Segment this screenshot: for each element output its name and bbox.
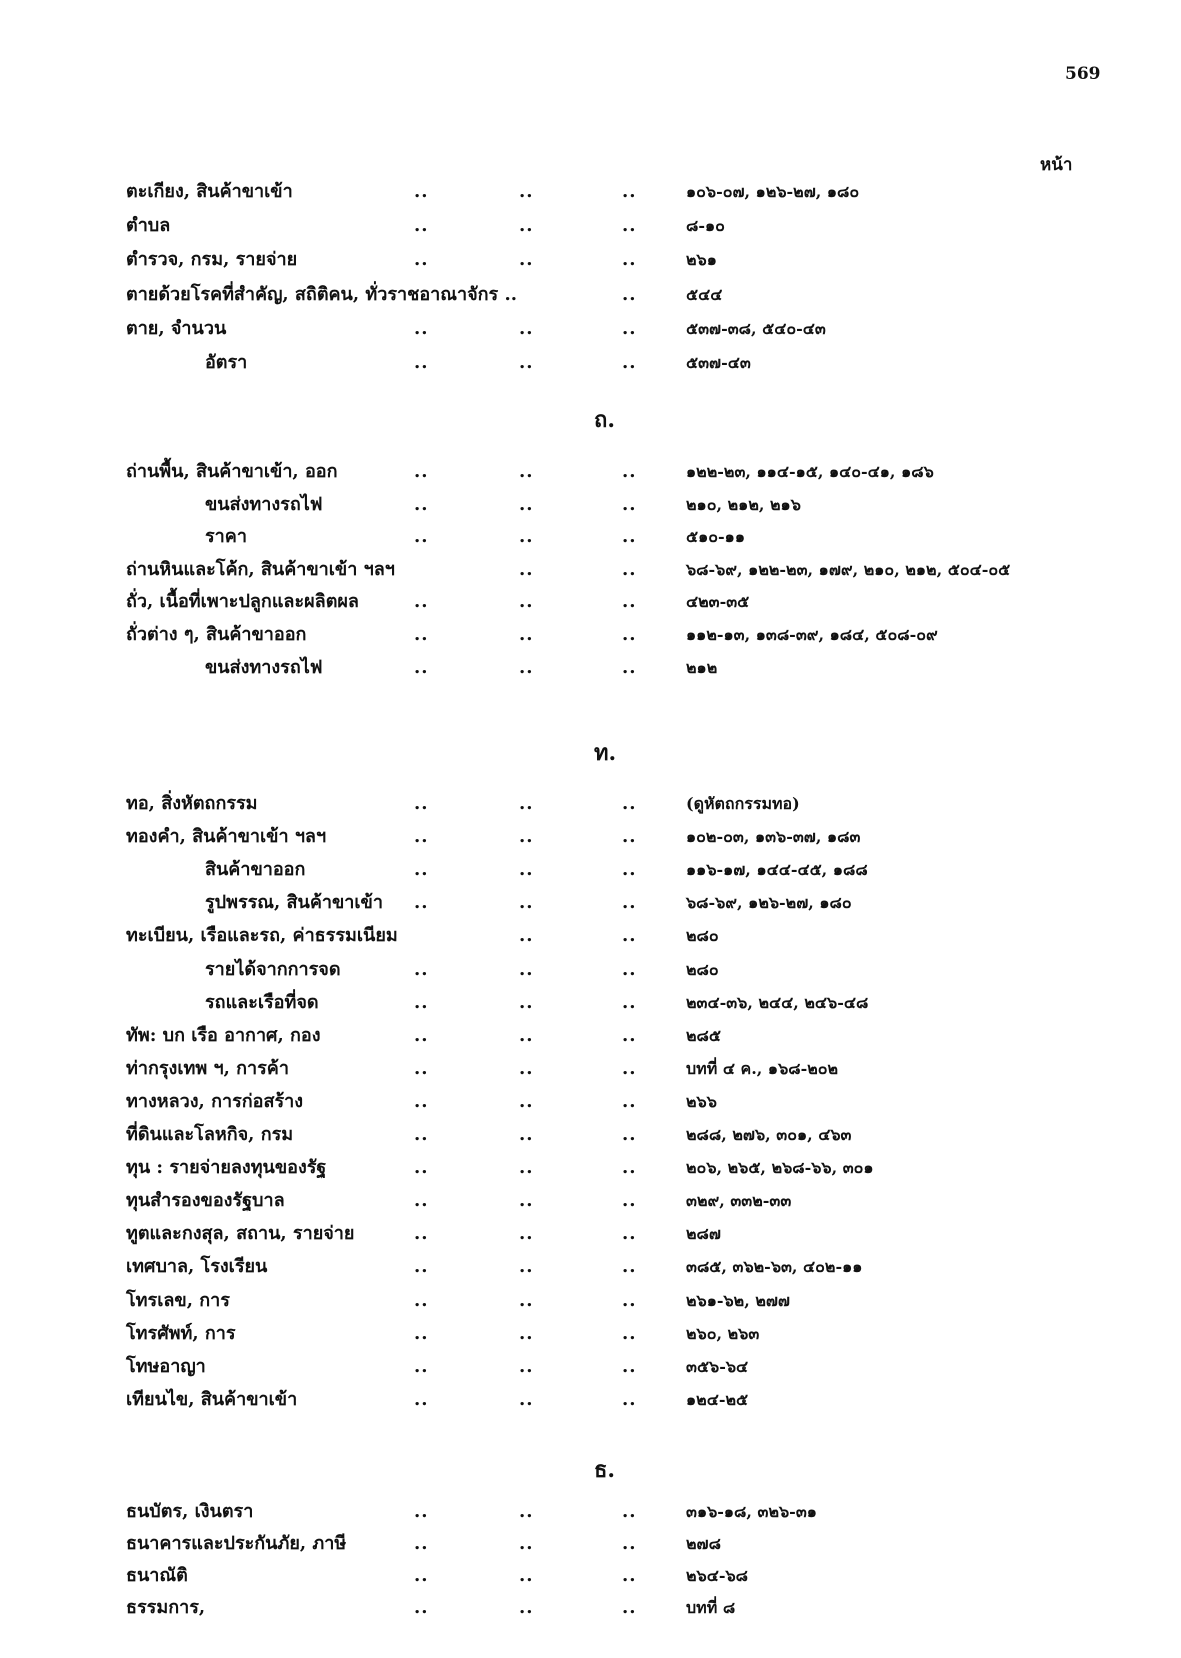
leader-dots: .. [622, 826, 637, 848]
leader-dots: .. [519, 1190, 534, 1212]
leader-dots: .. [519, 1565, 534, 1586]
leader-dots: .. [622, 591, 637, 613]
leader-dots: .. [414, 1533, 429, 1554]
index-term: ถ่านหินและโค้ก, สินค้าขาเข้า ฯลฯ [126, 558, 395, 580]
leader-dots: .. [622, 1190, 637, 1212]
index-entry [0, 313, 1181, 345]
index-entry [0, 1384, 1181, 1416]
index-term: โทรเลข, การ [126, 1289, 230, 1311]
index-entry [0, 1185, 1181, 1217]
leader-dots: .. [519, 1289, 534, 1311]
leader-dots: .. [519, 249, 534, 271]
index-subterm: รูปพรรณ, สินค้าขาเข้า [205, 892, 383, 914]
index-subterm: รถและเรือที่จด [205, 991, 319, 1013]
index-entry [0, 1560, 1181, 1592]
leader-dots: .. [519, 793, 534, 814]
index-term: ถ่านพื้น, สินค้าขาเข้า, ออก [126, 461, 338, 482]
page-references: ๑๑๖-๑๗, ๑๔๔-๔๕, ๑๘๘ [686, 860, 868, 880]
page-references: ๕๔๔ [686, 284, 723, 304]
leader-dots: .. [622, 1090, 637, 1112]
leader-dots: .. [414, 991, 429, 1013]
index-term: ที่ดินและโลหกิจ, กรม [126, 1124, 294, 1145]
leader-dots: .. [414, 1124, 429, 1145]
index-term: ธรรมการ, [126, 1597, 206, 1618]
leader-dots: .. [622, 283, 637, 305]
leader-dots: .. [519, 859, 534, 881]
leader-dots: .. [519, 1355, 534, 1377]
page-references: ๓๕๖-๖๔ [686, 1356, 749, 1376]
index-entry [0, 954, 1181, 986]
leader-dots: .. [622, 1223, 637, 1245]
index-entry [0, 1020, 1181, 1052]
leader-dots: .. [622, 1124, 637, 1145]
index-subterm: รายได้จากการจด [205, 958, 341, 980]
leader-dots: .. [414, 526, 429, 548]
leader-dots: .. [414, 1501, 429, 1522]
page-references: ๓๘๕, ๓๖๒-๖๓, ๔๐๒-๑๑ [686, 1257, 863, 1277]
leader-dots: .. [414, 181, 429, 202]
page-references: บทที่ ๔ ค., ๑๖๘-๒๐๒ [686, 1058, 839, 1078]
index-entry [0, 279, 1181, 311]
section-letter: ธ. [594, 1457, 616, 1483]
page-references: ๒๖๖ [686, 1091, 717, 1111]
index-entry [0, 1053, 1181, 1085]
index-entry [0, 347, 1181, 379]
index-term: เทียนไข, สินค้าขาเข้า [126, 1388, 298, 1410]
page-references: ๔๒๓-๓๕ [686, 592, 750, 612]
index-term: ตาย, จำนวน [126, 317, 227, 339]
page-references: ๘-๑๐ [686, 216, 725, 236]
index-entry [0, 1119, 1181, 1151]
index-term: ทางหลวง, การก่อสร้าง [126, 1090, 304, 1112]
index-entry [0, 210, 1181, 242]
index-entry [0, 1528, 1181, 1560]
index-term: ทุนสำรองของรัฐบาล [126, 1190, 285, 1212]
index-term: เทศบาล, โรงเรียน [126, 1256, 268, 1278]
leader-dots: .. [519, 1124, 534, 1145]
leader-dots: .. [519, 826, 534, 848]
index-term: ทูตและกงสุล, สถาน, รายจ่าย [126, 1223, 355, 1245]
leader-dots: .. [622, 249, 637, 271]
index-term: โทรศัพท์, การ [126, 1322, 236, 1344]
index-term: ตะเกียง, สินค้าขาเข้า [126, 181, 293, 202]
leader-dots: .. [519, 1322, 534, 1344]
index-term: ธนาคารและประกันภัย, ภาษี [126, 1533, 347, 1554]
leader-dots: .. [622, 1057, 637, 1079]
index-term: ธนบัตร, เงินตรา [126, 1501, 254, 1522]
page-references: ๓๑๖-๑๘, ๓๒๖-๓๑ [686, 1502, 817, 1521]
leader-dots: .. [414, 317, 429, 339]
leader-dots: .. [622, 352, 637, 373]
leader-dots: .. [414, 1565, 429, 1586]
leader-dots: .. [414, 892, 429, 914]
index-term: โทษอาญา [126, 1355, 206, 1377]
leader-dots: .. [622, 925, 637, 947]
leader-dots: .. [519, 656, 534, 678]
index-entry [0, 1496, 1181, 1528]
leader-dots: .. [622, 558, 637, 580]
leader-dots: .. [622, 317, 637, 339]
leader-dots: .. [519, 1157, 534, 1179]
index-term: ตำรวจ, กรม, รายจ่าย [126, 249, 298, 271]
index-subterm: อัตรา [205, 352, 248, 373]
index-subterm: ขนส่งทางรถไฟ [205, 656, 323, 678]
leader-dots: .. [414, 656, 429, 678]
index-entry [0, 1152, 1181, 1184]
leader-dots: .. [622, 1157, 637, 1179]
page-references: ๒๑๒ [686, 657, 718, 677]
leader-dots: .. [414, 793, 429, 814]
leader-dots: .. [414, 1024, 429, 1046]
index-term: ตายด้วยโรคที่สำคัญ, สถิติคน, ทั่วราชอาณาจักร .. [126, 283, 517, 305]
leader-dots: .. [622, 1597, 637, 1618]
index-entry [0, 586, 1181, 618]
page-references: ๖๘-๖๙, ๑๒๒-๒๓, ๑๗๙, ๒๑๐, ๒๑๒, ๕๐๔-๐๕ [686, 559, 1011, 579]
page-references: ๒๗๘ [686, 1534, 721, 1553]
leader-dots: .. [519, 526, 534, 548]
index-entry [0, 456, 1181, 488]
page-references: ๒๘๕ [686, 1025, 721, 1045]
page-references: ๑๐๖-๐๗, ๑๒๖-๒๗, ๑๘๐ [686, 182, 860, 201]
leader-dots: .. [414, 1190, 429, 1212]
page-references: ๕๓๗-๓๘, ๕๔๐-๔๓ [686, 318, 826, 338]
leader-dots: .. [519, 461, 534, 482]
leader-dots: .. [414, 1289, 429, 1311]
leader-dots: .. [414, 958, 429, 980]
leader-dots: .. [622, 1256, 637, 1278]
index-entry [0, 244, 1181, 276]
page-references: ๒๖๑-๖๒, ๒๗๗ [686, 1290, 790, 1310]
index-entry [0, 176, 1181, 208]
leader-dots: .. [519, 352, 534, 373]
leader-dots: .. [414, 1322, 429, 1344]
index-entry [0, 1218, 1181, 1250]
leader-dots: .. [519, 317, 534, 339]
index-subterm: ขนส่งทางรถไฟ [205, 493, 323, 515]
leader-dots: .. [622, 892, 637, 914]
index-term: ธนาณัติ [126, 1565, 188, 1586]
leader-dots: .. [622, 1289, 637, 1311]
index-entry [0, 1592, 1181, 1624]
leader-dots: .. [519, 591, 534, 613]
leader-dots: .. [622, 624, 637, 645]
index-term: ทอ, สิ่งหัตถกรรม [126, 793, 258, 814]
page-references: ๒๖๔-๖๘ [686, 1566, 748, 1585]
leader-dots: .. [414, 1157, 429, 1179]
page-references: ๓๒๙, ๓๓๒-๓๓ [686, 1191, 792, 1211]
page-references: ๒๓๔-๓๖, ๒๔๔, ๒๔๖-๔๘ [686, 992, 869, 1012]
leader-dots: .. [519, 1057, 534, 1079]
index-entry [0, 652, 1181, 684]
leader-dots: .. [414, 1057, 429, 1079]
leader-dots: .. [414, 591, 429, 613]
index-entry [0, 1086, 1181, 1118]
page-column-header: หน้า [1040, 155, 1073, 175]
leader-dots: .. [414, 826, 429, 848]
index-entry [0, 788, 1181, 820]
page-references: ๒๖๐, ๒๖๓ [686, 1323, 760, 1343]
index-entry [0, 1351, 1181, 1383]
leader-dots: .. [519, 1223, 534, 1245]
leader-dots: .. [519, 493, 534, 515]
page-references: ๑๑๒-๑๓, ๑๓๘-๓๙, ๑๘๔, ๕๐๘-๐๙ [686, 625, 938, 644]
index-entry [0, 854, 1181, 886]
page-references: ๒๘๘, ๒๗๖, ๓๐๑, ๔๖๓ [686, 1125, 852, 1144]
page-references: ๖๘-๖๙, ๑๒๖-๒๗, ๑๘๐ [686, 893, 852, 913]
leader-dots: .. [519, 925, 534, 947]
leader-dots: .. [519, 1090, 534, 1112]
leader-dots: .. [622, 1565, 637, 1586]
section-letter: ท. [594, 740, 617, 766]
leader-dots: .. [519, 558, 534, 580]
page-references: ๑๒๒-๒๓, ๑๑๔-๑๕, ๑๔๐-๔๑, ๑๘๖ [686, 462, 934, 481]
index-entry [0, 1285, 1181, 1317]
index-term: ทุน : รายจ่ายลงทุนของรัฐ [126, 1157, 327, 1179]
page-references: ๒๘๗ [686, 1224, 721, 1244]
index-term: ถั่ว, เนื้อที่เพาะปลูกและผลิตผล [126, 591, 359, 613]
index-entry [0, 887, 1181, 919]
leader-dots: .. [519, 624, 534, 645]
leader-dots: .. [519, 1501, 534, 1522]
leader-dots: .. [622, 1533, 637, 1554]
index-entry [0, 554, 1181, 586]
leader-dots: .. [414, 1090, 429, 1112]
leader-dots: .. [414, 249, 429, 271]
leader-dots: .. [622, 991, 637, 1013]
index-subterm: ราคา [205, 526, 247, 548]
leader-dots: .. [519, 958, 534, 980]
index-entry [0, 920, 1181, 952]
index-term: ทองคำ, สินค้าขาเข้า ฯลฯ [126, 826, 327, 848]
page-references: ๑๒๔-๒๕ [686, 1389, 749, 1409]
leader-dots: .. [622, 526, 637, 548]
leader-dots: .. [622, 1322, 637, 1344]
page-references: ๒๖๑ [686, 250, 717, 270]
index-term: ตำบล [126, 215, 171, 237]
page-references: (ดูหัตถกรรมทอ) [686, 794, 800, 813]
index-entry [0, 489, 1181, 521]
index-entry [0, 1251, 1181, 1283]
index-term: ท่ากรุงเทพ ฯ, การค้า [126, 1057, 289, 1079]
index-term: ทัพ: บก เรือ อากาศ, กอง [126, 1024, 321, 1046]
section-letter: ถ. [594, 407, 615, 433]
page-references: ๒๘๐ [686, 926, 719, 946]
index-entry [0, 619, 1181, 651]
page-number: 569 [1065, 64, 1101, 84]
index-subterm: สินค้าขาออก [205, 859, 306, 881]
leader-dots: .. [414, 1355, 429, 1377]
leader-dots: .. [519, 215, 534, 237]
leader-dots: .. [414, 352, 429, 373]
leader-dots: .. [519, 1024, 534, 1046]
leader-dots: .. [414, 1256, 429, 1278]
leader-dots: .. [414, 1388, 429, 1410]
page-references: ๒๐๖, ๒๖๕, ๒๖๘-๖๖, ๓๐๑ [686, 1158, 874, 1178]
leader-dots: .. [622, 1024, 637, 1046]
leader-dots: .. [519, 1388, 534, 1410]
leader-dots: .. [519, 1533, 534, 1554]
leader-dots: .. [414, 215, 429, 237]
leader-dots: .. [622, 793, 637, 814]
leader-dots: .. [414, 624, 429, 645]
index-entry [0, 1318, 1181, 1350]
leader-dots: .. [519, 181, 534, 202]
page-references: ๕๑๐-๑๑ [686, 527, 745, 547]
leader-dots: .. [622, 1501, 637, 1522]
index-entry [0, 521, 1181, 553]
leader-dots: .. [519, 1256, 534, 1278]
leader-dots: .. [622, 859, 637, 881]
index-entry [0, 821, 1181, 853]
index-term: ทะเบียน, เรือและรถ, ค่าธรรมเนียม [126, 925, 398, 947]
page-references: ๕๓๗-๔๓ [686, 353, 751, 372]
leader-dots: .. [414, 859, 429, 881]
leader-dots: .. [622, 1355, 637, 1377]
index-entry [0, 987, 1181, 1019]
leader-dots: .. [622, 215, 637, 237]
leader-dots: .. [414, 1223, 429, 1245]
leader-dots: .. [519, 991, 534, 1013]
leader-dots: .. [622, 656, 637, 678]
index-term: ถั่วต่าง ๆ, สินค้าขาออก [126, 624, 307, 645]
leader-dots: .. [622, 461, 637, 482]
leader-dots: .. [414, 493, 429, 515]
leader-dots: .. [519, 892, 534, 914]
page-references: ๒๑๐, ๒๑๒, ๒๑๖ [686, 494, 801, 514]
leader-dots: .. [414, 1597, 429, 1618]
leader-dots: .. [622, 958, 637, 980]
page-references: บทที่ ๘ [686, 1598, 736, 1617]
leader-dots: .. [622, 493, 637, 515]
leader-dots: .. [622, 181, 637, 202]
leader-dots: .. [414, 461, 429, 482]
leader-dots: .. [622, 1388, 637, 1410]
page-references: ๑๐๒-๐๓, ๑๓๖-๓๗, ๑๘๓ [686, 827, 861, 847]
leader-dots: .. [519, 1597, 534, 1618]
page-references: ๒๘๐ [686, 959, 719, 979]
